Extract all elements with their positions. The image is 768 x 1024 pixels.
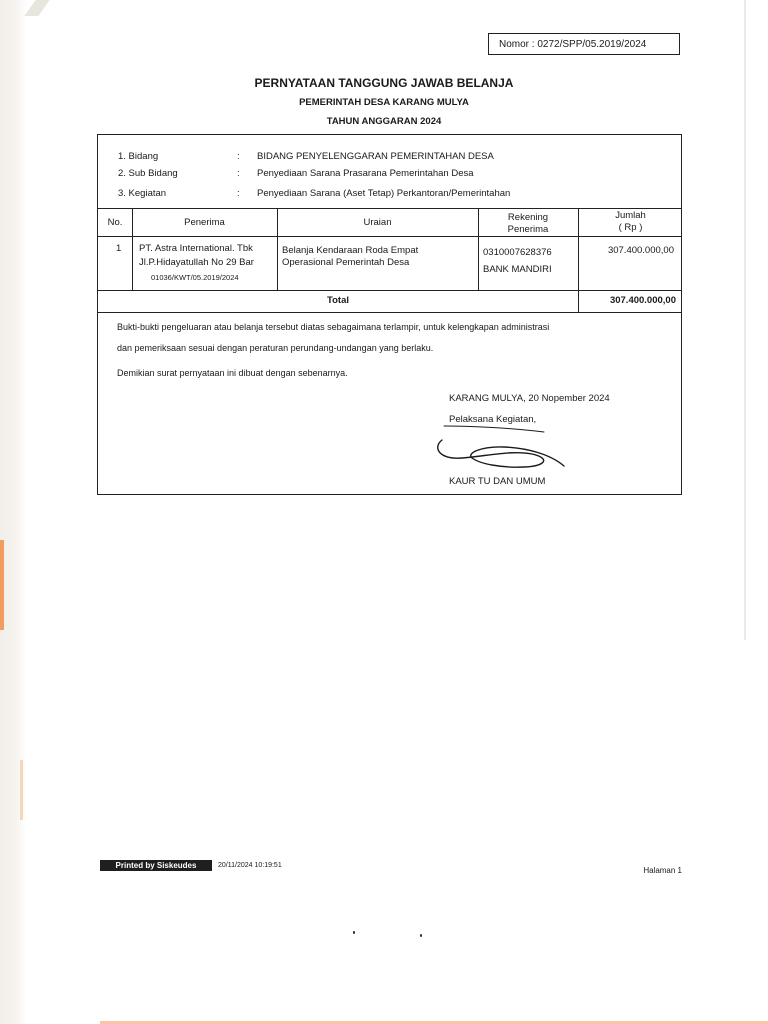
page-number: Halaman 1 xyxy=(643,866,682,875)
table-top-border xyxy=(98,208,681,209)
total-label: Total xyxy=(327,295,349,306)
scan-speck xyxy=(353,931,355,934)
header-uraian: Uraian xyxy=(363,217,392,228)
statement-closing: Demikian surat pernyataan ini dibuat dengan sebenarnya. xyxy=(117,368,348,378)
row-jumlah: 307.400.000,00 xyxy=(607,245,674,256)
scan-corner xyxy=(24,0,49,16)
document-year: TAHUN ANGGARAN 2024 xyxy=(326,116,442,127)
header-rekening-line: Penerima xyxy=(507,224,549,235)
scan-edge-left xyxy=(0,0,26,1024)
row-no: 1 xyxy=(116,243,122,254)
scan-speck xyxy=(420,934,422,937)
table-header-border xyxy=(98,236,681,237)
row-penerima xyxy=(139,243,277,284)
scan-mark xyxy=(20,760,23,820)
info-colon: : xyxy=(237,151,240,162)
header-jumlah-line: Jumlah xyxy=(615,210,646,221)
info-value: Penyediaan Sarana Prasarana Pemerintahan Desa xyxy=(257,168,474,179)
info-value: BIDANG PENYELENGGARAN PEMERINTAHAN DESA xyxy=(257,151,494,162)
signer-role: Pelaksana Kegiatan, xyxy=(449,414,537,425)
table-body-border xyxy=(98,290,681,291)
handwritten-signature xyxy=(432,420,572,472)
info-label: 1. Bidang xyxy=(118,151,159,162)
info-label: 3. Kegiatan xyxy=(118,188,167,199)
total-value: 307.400.000,00 xyxy=(609,295,676,306)
printed-by-badge: Printed by Siskeudes xyxy=(100,860,212,871)
header-rekening xyxy=(478,212,578,236)
uraian-line: Operasional Pemerintah Desa xyxy=(282,257,410,268)
document-title: PERNYATAAN TANGGUNG JAWAB BELANJA xyxy=(254,76,514,90)
signer-name: KAUR TU DAN UMUM xyxy=(449,476,546,487)
document-number: Nomor : 0272/SPP/05.2019/2024 xyxy=(488,33,680,55)
statement-line: dan pemeriksaan sesuai dengan peraturan perundang-undangan yang berlaku. xyxy=(117,343,434,353)
penerima-name: PT. Astra International. Tbk xyxy=(139,243,253,254)
table-bottom-border xyxy=(98,312,681,313)
rekening-number: 0310007628376 xyxy=(483,247,552,258)
header-penerima: Penerima xyxy=(184,217,225,228)
document-subtitle: PEMERINTAH DESA KARANG MULYA xyxy=(299,97,469,108)
header-jumlah-line: ( Rp ) xyxy=(618,222,643,233)
info-label: 2. Sub Bidang xyxy=(118,168,178,179)
row-rekening xyxy=(483,247,552,276)
statement-box xyxy=(97,134,682,495)
info-colon: : xyxy=(237,168,240,179)
header-rekening-line: Rekening xyxy=(507,212,549,223)
scan-mark xyxy=(0,540,4,630)
statement-line: Bukti-bukti pengeluaran atau belanja tersebut diatas sebagaimana terlampir, untuk kelengkapan administrasi xyxy=(117,322,550,332)
penerima-address: Jl.P.Hidayatullah No 29 Bar xyxy=(139,257,254,268)
scan-edge-right xyxy=(744,0,746,640)
row-uraian xyxy=(282,245,418,269)
print-timestamp: 20/11/2024 10:19:51 xyxy=(218,862,282,869)
header-jumlah xyxy=(578,210,683,234)
place-date: KARANG MULYA, 20 Nopember 2024 xyxy=(449,393,610,404)
info-colon: : xyxy=(237,188,240,199)
penerima-reference: 01036/KWT/05.2019/2024 xyxy=(151,273,239,282)
rekening-bank: BANK MANDIRI xyxy=(483,264,552,275)
uraian-line: Belanja Kendaraan Roda Empat xyxy=(282,245,419,256)
info-value: Penyediaan Sarana (Aset Tetap) Perkantoran/Pemerintahan xyxy=(257,188,511,199)
header-no: No. xyxy=(107,217,123,228)
